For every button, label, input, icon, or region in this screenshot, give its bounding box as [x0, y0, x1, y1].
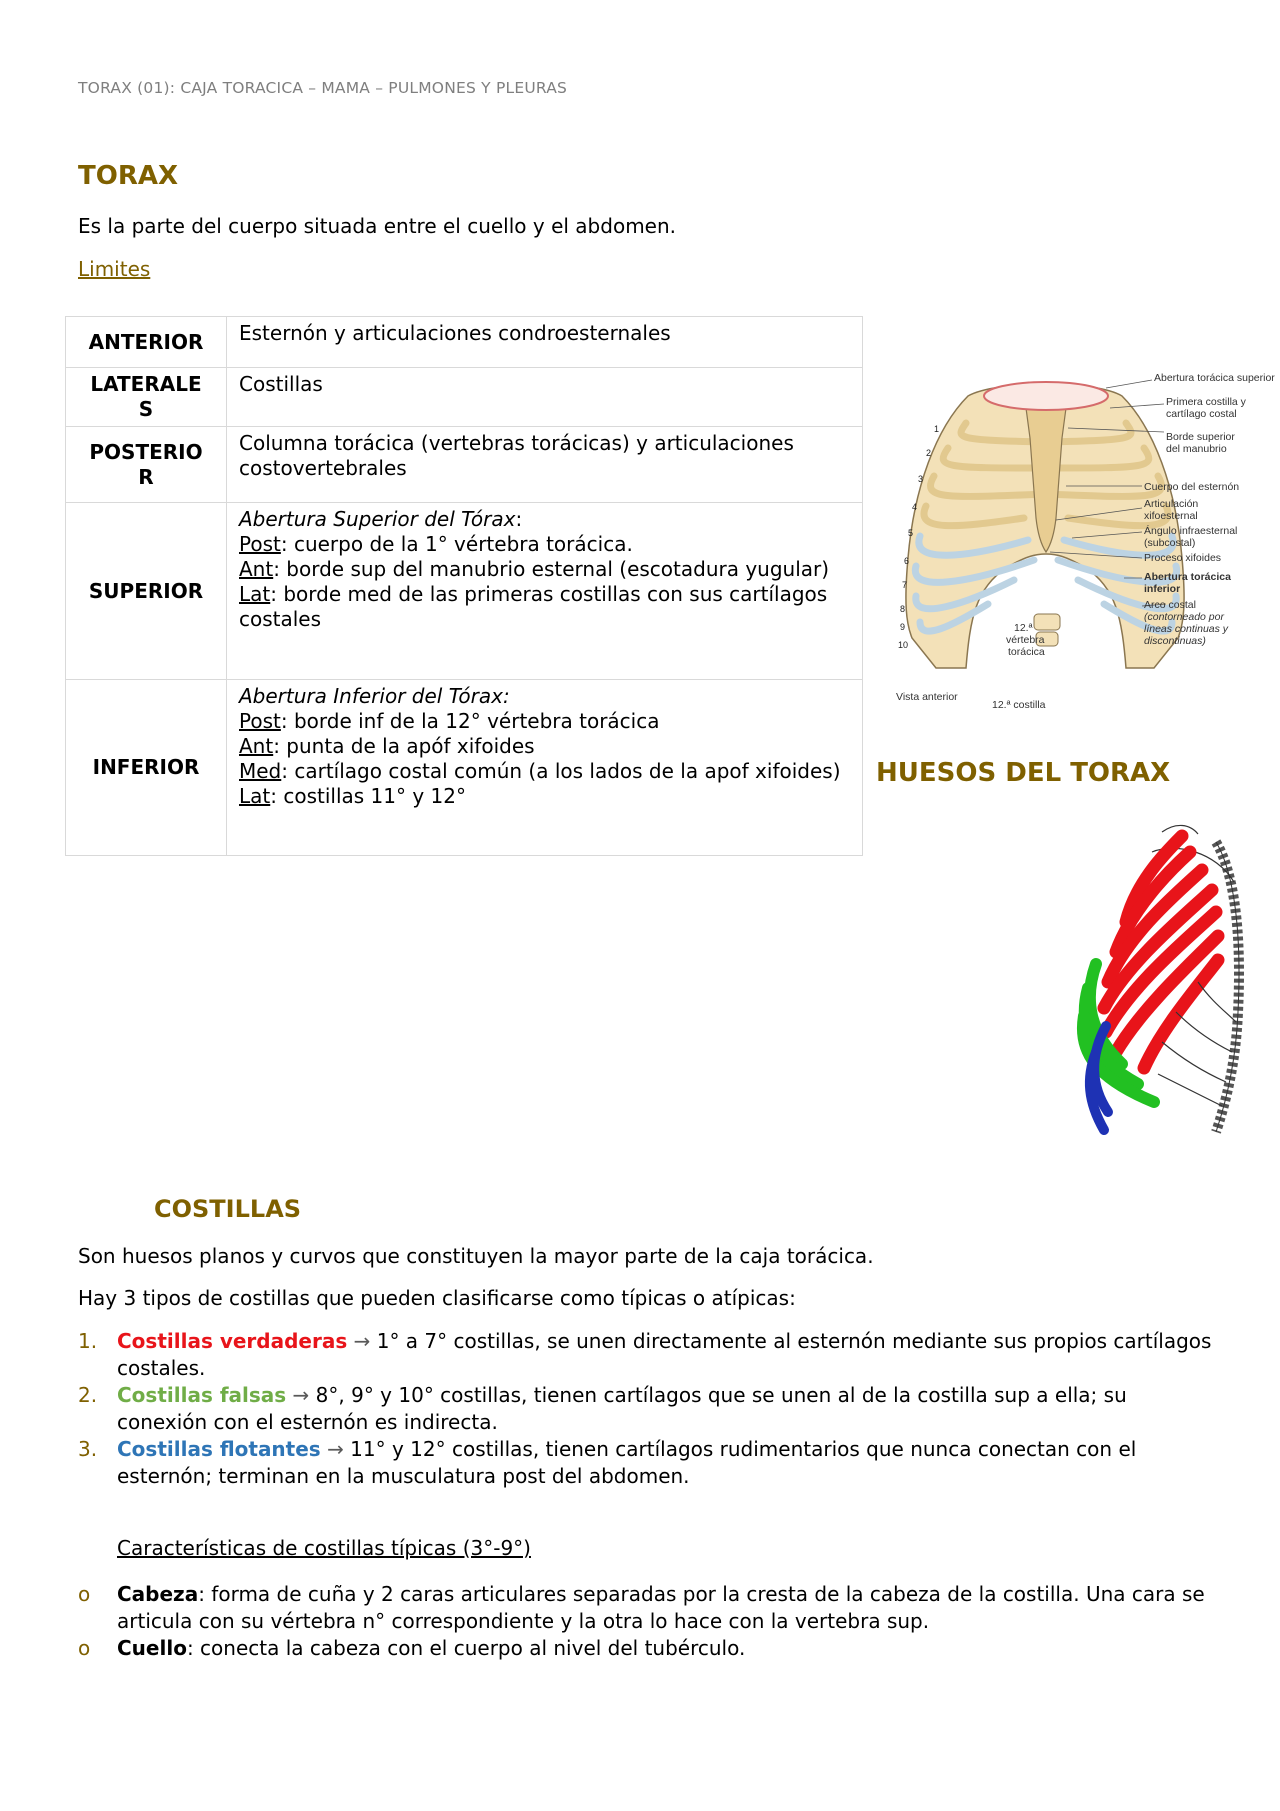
rib-type-name: Costillas verdaderas: [117, 1329, 348, 1353]
label-subcostal: (subcostal): [1144, 537, 1196, 549]
list-item: [78, 1581, 1218, 1635]
running-header: TORAX (01): CAJA TORACICA – MAMA – PULMONES Y PLEURAS: [78, 79, 568, 97]
arrow-icon: →: [292, 1383, 310, 1407]
table-row-superior: [66, 503, 863, 680]
section-title-huesos: HUESOS DEL TORAX: [876, 758, 1171, 788]
torax-intro: Es la parte del cuerpo situada entre el cuello y el abdomen.: [78, 214, 677, 238]
list-number: 1.: [78, 1329, 98, 1353]
label-arco-costal: Arco costal: [1144, 599, 1196, 611]
row-header-posterior: POSTERIO R: [66, 427, 227, 503]
rib-type-text: 1° a 7° costillas, se unen directamente al esternón mediante sus propios cartílagos costales.: [117, 1329, 1212, 1380]
label-abertura-inferior: Abertura torácica: [1144, 571, 1231, 583]
costillas-paragraph-2: Hay 3 tipos de costillas que pueden clasificarse como típicas o atípicas:: [78, 1286, 796, 1310]
list-item: [78, 1328, 1218, 1382]
rib-number: 8: [900, 604, 906, 614]
feature-text: : conecta la cabeza con el cuerpo al nivel del tubérculo.: [186, 1636, 746, 1660]
list-item: [78, 1635, 1218, 1662]
rib-number: 9: [900, 622, 906, 632]
label-cuerpo-esternon: Cuerpo del esternón: [1144, 481, 1240, 493]
row-header-superior: SUPERIOR: [66, 503, 227, 680]
rib-types-list: [78, 1328, 1218, 1490]
list-number: 3.: [78, 1437, 98, 1461]
row-header-anterior: ANTERIOR: [66, 317, 227, 368]
rib-number: 4: [912, 502, 918, 512]
section-title-torax: TORAX: [78, 161, 179, 191]
bullet-icon: o: [78, 1636, 91, 1660]
rib-type-name: Costillas falsas: [117, 1383, 287, 1407]
rib-type-text: 11° y 12° costillas, tienen cartílagos rudimentarios que nunca conectan con el esternón; terminan en la musculatura post del abdomen.: [117, 1437, 1137, 1488]
list-number: 2.: [78, 1383, 98, 1407]
section-title-costillas: COSTILLAS: [154, 1195, 302, 1223]
label-angulo-infraesternal: Ángulo infraesternal: [1144, 525, 1238, 537]
row-text-anterior: Esternón y articulaciones condroesternales: [227, 317, 863, 368]
label-12-vertebra: 12.ª: [1014, 622, 1033, 634]
label-cartilago-costal: cartílago costal: [1166, 408, 1237, 420]
label-lineas: líneas continuas y: [1144, 623, 1229, 635]
rib-number: 3: [918, 474, 924, 484]
label-del-manubrio: del manubrio: [1166, 443, 1227, 455]
label-abertura-superior: Abertura torácica superior: [1154, 372, 1275, 384]
rib-number: 2: [926, 448, 932, 458]
label-articulacion: Articulación: [1144, 498, 1199, 510]
label-12-costilla: 12.ª costilla: [992, 699, 1046, 711]
rib-number: 7: [902, 580, 908, 590]
thoracic-cage-drawing: [906, 380, 1184, 668]
label-proceso-xifoides: Proceso xifoides: [1144, 552, 1222, 564]
limites-link[interactable]: Limites: [78, 257, 151, 281]
row-header-laterales: LATERALE S: [66, 368, 227, 427]
colored-ribs-figure: [1066, 812, 1264, 1176]
row-text-laterales: Costillas: [227, 368, 863, 427]
list-item: [78, 1436, 1218, 1490]
arrow-icon: →: [353, 1329, 371, 1353]
row-text-superior: Abertura Superior del Tórax: Post: cuerpo de la 1° vértebra torácica. Ant: borde sup del manubrio esternal (escotadura yugular) Lat: borde med de las primeras costillas con sus cartílagos costales: [227, 503, 863, 680]
label-vertebra: vértebra: [1006, 634, 1045, 646]
table-row-posterior: [66, 427, 863, 503]
arrow-icon: →: [327, 1437, 344, 1461]
rib-number: 10: [898, 640, 909, 650]
feature-text: : forma de cuña y 2 caras articulares separadas por la cresta de la cabeza de la costilla. Una cara se articula con su vértebra n° correspondiente y la otra lo hace con la vertebra sup.: [117, 1582, 1205, 1633]
feature-term: Cuello: [117, 1636, 187, 1660]
typical-ribs-heading: Características de costillas típicas (3°-9°): [117, 1536, 531, 1560]
label-xifoesternal: xifoesternal: [1144, 510, 1198, 522]
rib-number: 1: [934, 424, 940, 434]
label-toracica: torácica: [1008, 646, 1045, 658]
label-primera-costilla: Primera costilla y: [1166, 396, 1246, 408]
rib-number: 6: [904, 556, 910, 566]
costillas-paragraph-1: Son huesos planos y curvos que constituyen la mayor parte de la caja torácica.: [78, 1244, 874, 1268]
rib-type-text: 8°, 9° y 10° costillas, tienen cartílagos que se unen al de la costilla sup a ella; su conexión con el esternón es indirecta.: [117, 1383, 1127, 1434]
row-text-inferior: Abertura Inferior del Tórax: Post: borde inf de la 12° vértebra torácica Ant: punta de la apóf xifoides Med: cartílago costal común (a los lados de la apof xifoides) Lat: costillas 11° y 12°: [227, 680, 863, 856]
rib-number: 5: [908, 528, 914, 538]
bullet-icon: o: [78, 1582, 91, 1606]
label-contorneado: (contorneado por: [1144, 611, 1224, 623]
label-vista-anterior: Vista anterior: [896, 691, 958, 703]
label-discontinuas: discontinuas): [1144, 635, 1206, 647]
row-text-posterior: Columna torácica (vertebras torácicas) y articulaciones costovertebrales: [227, 427, 863, 503]
limits-table: [65, 316, 863, 856]
typical-ribs-features: [78, 1581, 1218, 1662]
row-header-inferior: INFERIOR: [66, 680, 227, 856]
table-row-laterales: [66, 368, 863, 427]
rib-type-name: Costillas flotantes: [117, 1437, 321, 1461]
table-row-anterior: [66, 317, 863, 368]
label-inferior: inferior: [1144, 583, 1181, 595]
list-item: [78, 1382, 1218, 1436]
table-row-inferior: [66, 680, 863, 856]
feature-term: Cabeza: [117, 1582, 199, 1606]
label-borde-superior: Borde superior: [1166, 431, 1235, 443]
colored-ribs-drawing: [1083, 825, 1239, 1132]
thoracic-cage-figure: [896, 368, 1275, 718]
